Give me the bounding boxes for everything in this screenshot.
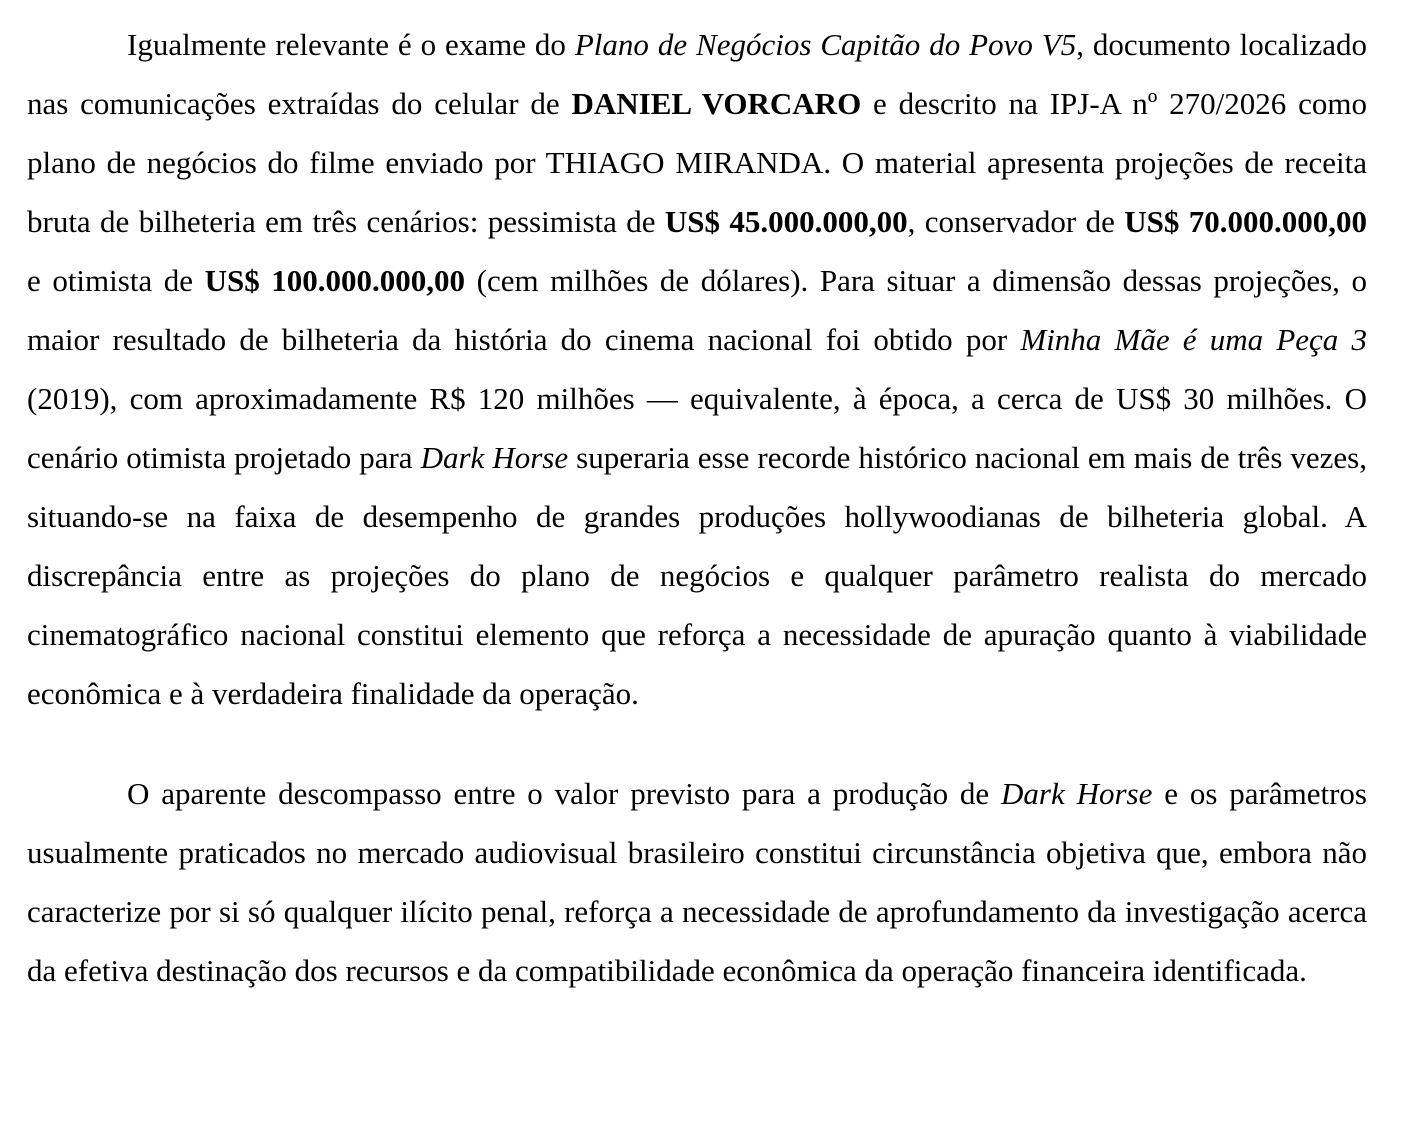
paragraph-market-mismatch: [27, 764, 1367, 1000]
text-run: e otimista de: [27, 263, 205, 298]
optimistic-amount: US$ 100.000.000,00: [204, 263, 466, 298]
text-run: (cem milhões de dólares). Para situar a dimensão dessas projeções, o maior resultado de bilheteria da história do cinema nacional foi obtido por: [27, 263, 1368, 357]
pessimistic-amount: US$ 45.000.000,00: [664, 204, 908, 239]
text-run: , documento localizado nas comunicações extraídas do celular de: [27, 27, 1367, 121]
text-run: e descrito na IPJ-A nº 270/2026 como plano de negócios do filme enviado por THIAGO MIRANDA. O material apresenta projeções de receita bruta de bilheteria em três cenários: pessimista de: [27, 86, 1367, 239]
text-run: superaria esse recorde histórico nacional em mais de três vezes, situando-se na faixa de desempenho de grandes produções hollywoodianas de bilheteria global. A discrepância entre as projeções do plano de negócios e qualquer parâmetro realista do mercado cinematográfico nacional constitui elemento que reforça a necessidade de apuração quanto à viabilidade econômica e à verdadeira finalidade da operação.: [27, 440, 1367, 711]
paragraph-business-plan: [27, 15, 1367, 723]
text-run: Igualmente relevante é o exame do: [127, 27, 575, 62]
film-title-record: Minha Mãe é uma Peça 3: [1020, 322, 1367, 357]
person-name: DANIEL VORCARO: [571, 86, 862, 121]
document-page: [27, 15, 1367, 1000]
text-run: O aparente descompasso entre o valor previsto para a produção de: [127, 776, 1002, 811]
text-run: (2019), com aproximadamente R$ 120 milhões — equivalente, à época, a cerca de US$ 30 milhões. O cenário otimista projetado para: [27, 381, 1367, 475]
film-title-dark-horse: Dark Horse: [1001, 776, 1153, 811]
film-title-dark-horse: Dark Horse: [420, 440, 569, 475]
text-run: , conservador de: [907, 204, 1125, 239]
text-run: e os parâmetros usualmente praticados no mercado audiovisual brasileiro constitui circunstância objetiva que, embora não caracterize por si só qualquer ilícito penal, reforça a necessidade de aprofundamento da investigação acerca da efetiva destinação dos recursos e da compatibilidade econômica da operação financeira identificada.: [27, 776, 1367, 988]
business-plan-title: Plano de Negócios Capitão do Povo V5: [574, 27, 1077, 62]
conservative-amount: US$ 70.000.000,00: [1124, 204, 1367, 239]
